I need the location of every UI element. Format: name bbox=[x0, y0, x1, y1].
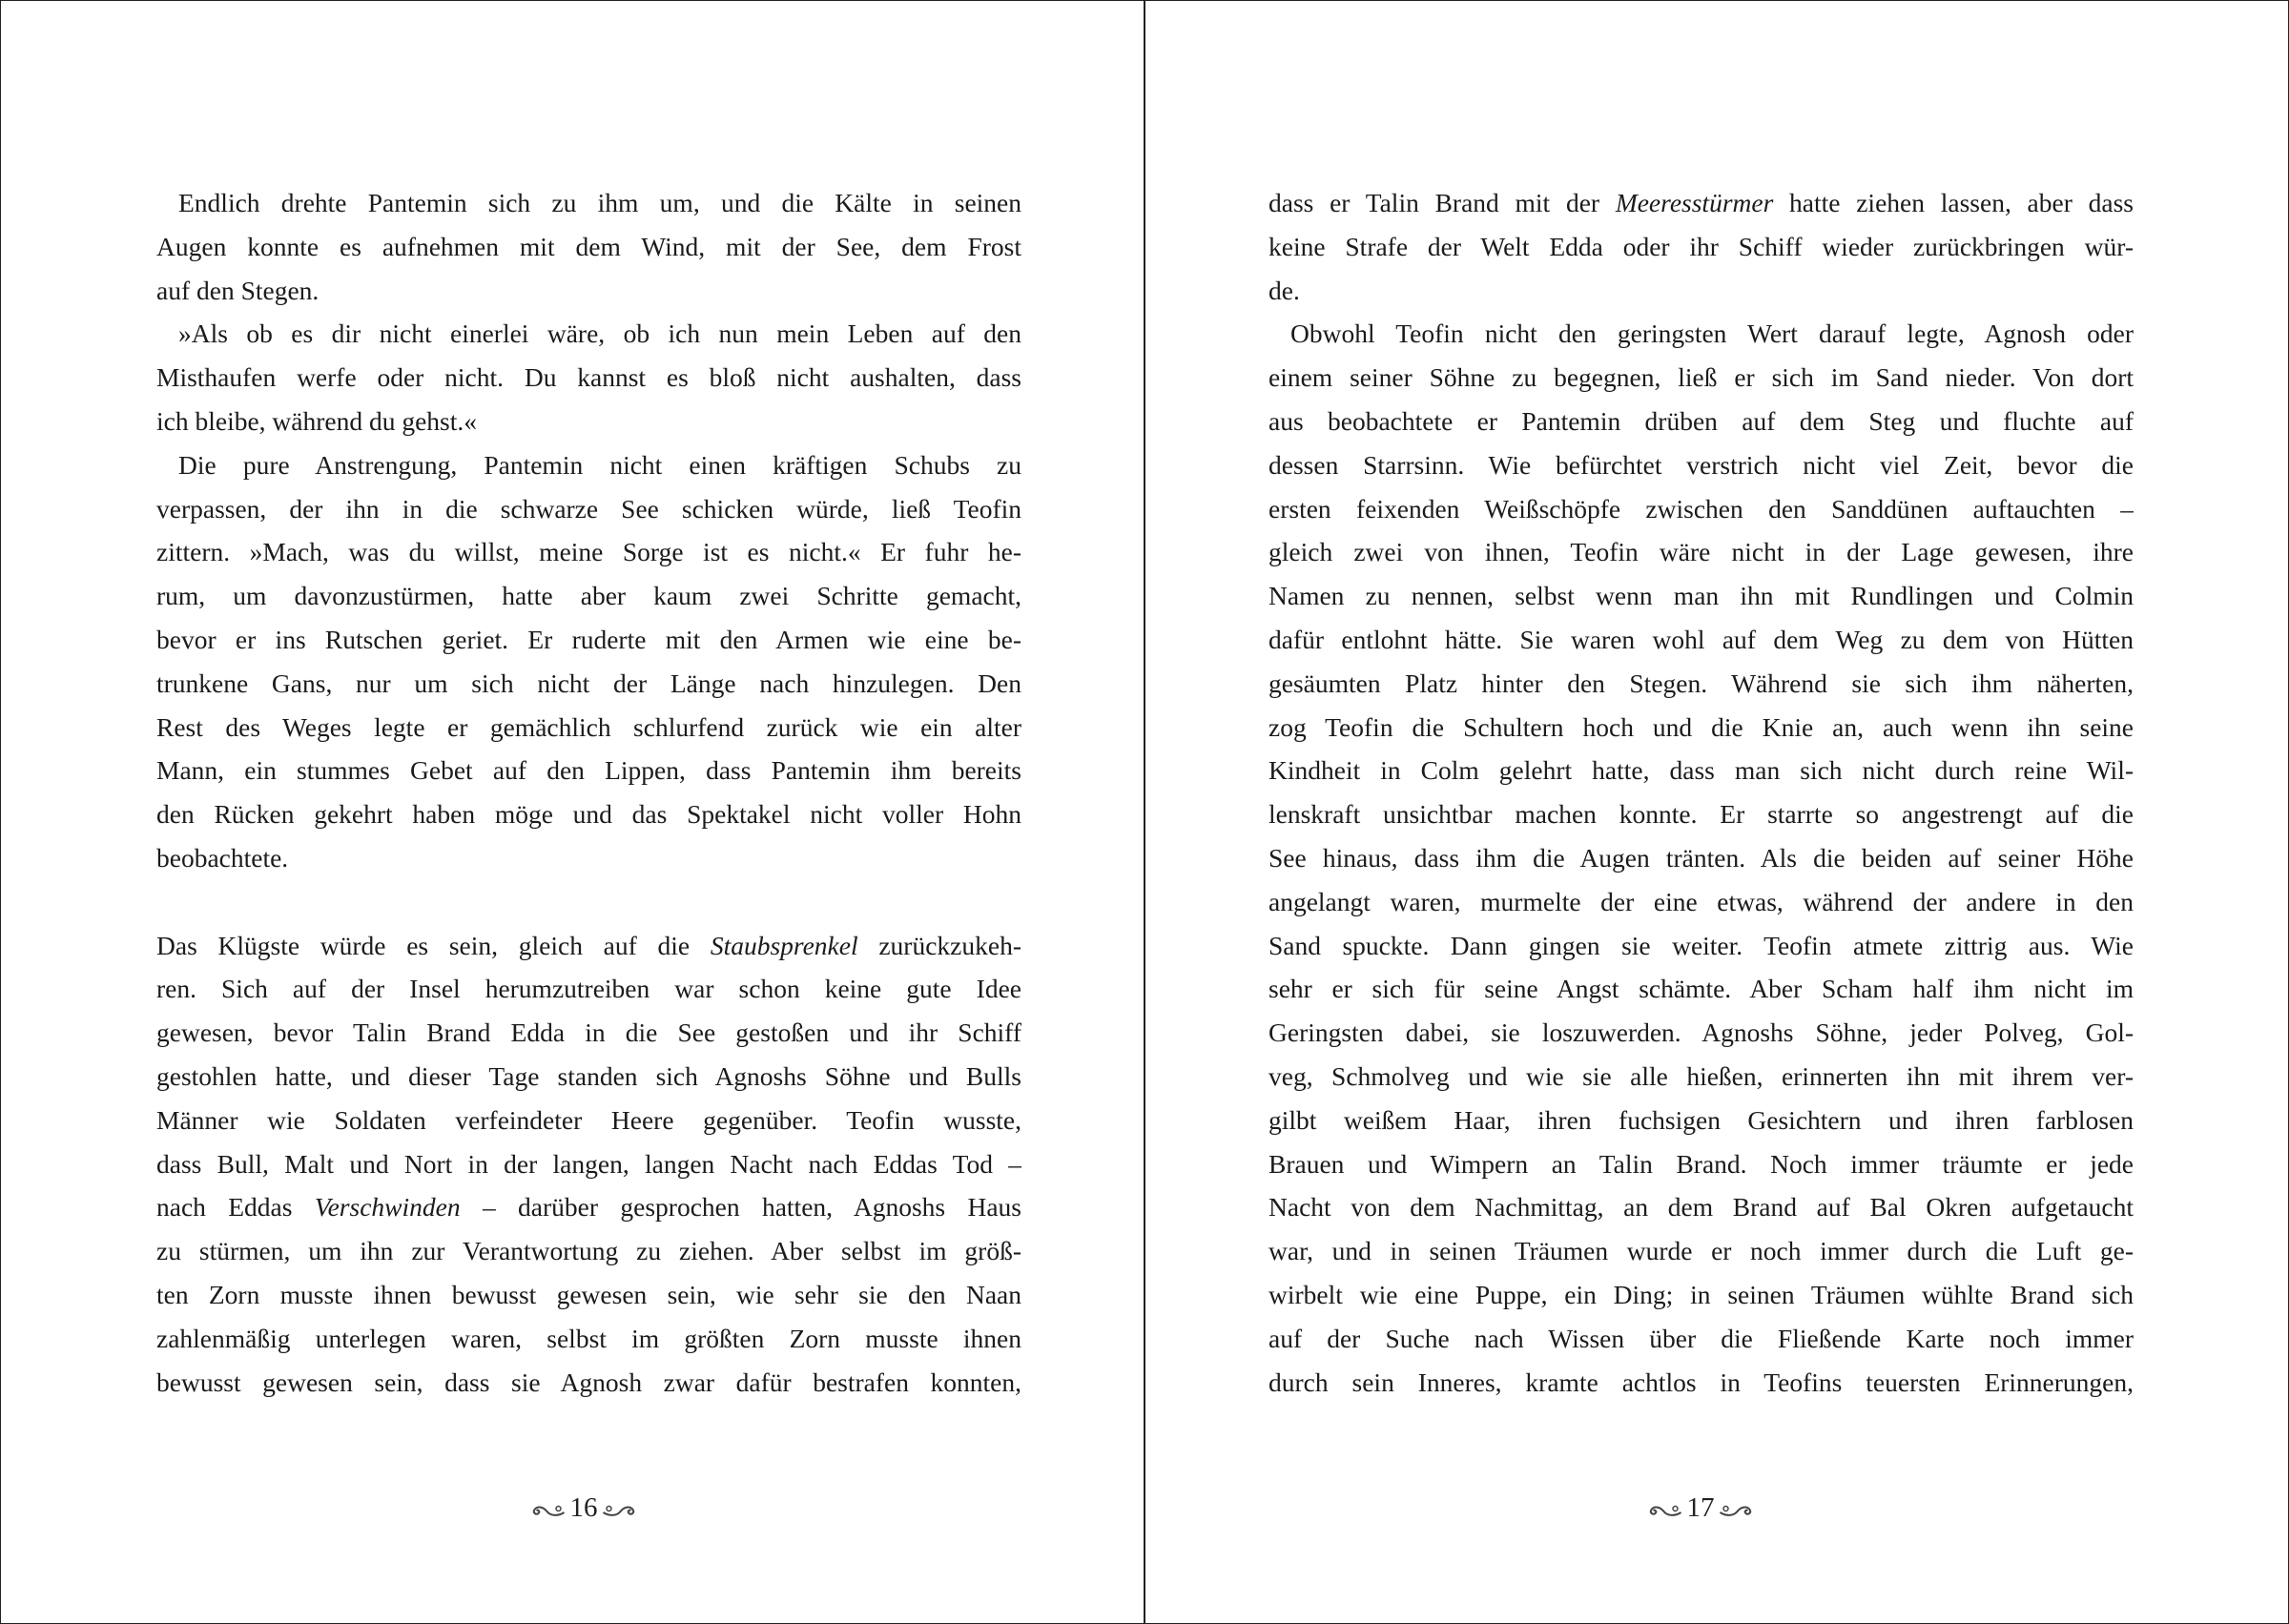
text-run: Nacht von dem Nachmittag, an dem Brand auf Bal Okren aufgetaucht bbox=[1268, 1192, 2134, 1223]
right-page-number bbox=[1647, 1492, 1755, 1524]
text-line bbox=[156, 706, 1021, 750]
text-run: Kindheit in Colm gelehrt hatte, dass man sich nicht durch reine Wil- bbox=[1268, 755, 2134, 786]
text-run: See hinaus, dass ihm die Augen tränten. Als die beiden auf seiner Höhe bbox=[1268, 842, 2134, 873]
text-line bbox=[1268, 356, 2134, 400]
text-line bbox=[156, 312, 1021, 356]
ornament-left-icon bbox=[530, 1498, 567, 1519]
text-run: beobachtete. bbox=[156, 842, 289, 873]
text-line bbox=[1268, 225, 2134, 269]
text-line bbox=[1268, 1317, 2134, 1361]
text-run: den Rücken gekehrt haben möge und das Spektakel nicht voller Hohn bbox=[156, 799, 1021, 830]
text-line bbox=[156, 487, 1021, 531]
text-line bbox=[156, 443, 1021, 487]
text-run: bevor er ins Rutschen geriet. Er ruderte mit den Armen wie eine be- bbox=[156, 624, 1021, 654]
text-run: – darüber gesprochen hatten, Agnoshs Haus bbox=[460, 1192, 1021, 1223]
text-line bbox=[156, 1055, 1021, 1099]
text-run: trunkene Gans, nur um sich nicht der Länge nach hinzulegen. Den bbox=[156, 668, 1021, 698]
text-line bbox=[156, 924, 1021, 968]
text-run: wirbelt wie eine Puppe, ein Ding; in seinen Träumen wühlte Brand sich bbox=[1268, 1279, 2134, 1309]
page-number-text: 17 bbox=[1686, 1492, 1715, 1523]
text-line bbox=[1268, 880, 2134, 924]
page-number-text: 16 bbox=[569, 1492, 598, 1523]
text-line bbox=[1268, 662, 2134, 706]
text-line bbox=[156, 1142, 1021, 1186]
text-line bbox=[1268, 487, 2134, 531]
ornament-left-icon bbox=[1647, 1498, 1683, 1519]
text-line bbox=[1268, 181, 2134, 225]
text-line bbox=[156, 1273, 1021, 1317]
text-line bbox=[156, 1011, 1021, 1055]
text-line bbox=[156, 574, 1021, 618]
text-run: zittern. »Mach, was du willst, meine Sorge ist es nicht.« Er fuhr he- bbox=[156, 537, 1021, 567]
text-run: dessen Starrsinn. Wie befürchtet verstrich nicht viel Zeit, bevor die bbox=[1268, 449, 2134, 480]
text-line bbox=[1268, 530, 2134, 574]
text-line bbox=[1268, 967, 2134, 1011]
text-run: Rest des Weges legte er gemächlich schlurfend zurück wie ein alter bbox=[156, 711, 1021, 742]
text-run: Endlich drehte Pantemin sich zu ihm um, und die Kälte in seinen bbox=[178, 188, 1021, 217]
text-line bbox=[1268, 443, 2134, 487]
text-run: verpassen, der ihn in die schwarze See schicken würde, ließ Teofin bbox=[156, 493, 1021, 524]
text-run: nach Eddas bbox=[156, 1192, 315, 1223]
text-run: gilbt weißem Haar, ihren fuchsigen Gesichtern und ihren farblosen bbox=[1268, 1104, 2134, 1135]
text-line bbox=[156, 1229, 1021, 1273]
text-line bbox=[1268, 1185, 2134, 1229]
text-line bbox=[156, 1317, 1021, 1361]
ornament-right-icon bbox=[602, 1498, 638, 1519]
text-line bbox=[156, 749, 1021, 792]
text-line bbox=[1268, 1273, 2134, 1317]
text-line bbox=[156, 1185, 1021, 1229]
text-run: Männer wie Soldaten verfeindeter Heere gegenüber. Teofin wusste, bbox=[156, 1104, 1021, 1135]
text-run: Mann, ein stummes Gebet auf den Lippen, dass Pantemin ihm bereits bbox=[156, 755, 1021, 786]
text-line bbox=[156, 618, 1021, 662]
page-gutter-divider bbox=[1144, 0, 1145, 1624]
italic-title: Meeresstürmer bbox=[1615, 188, 1774, 217]
text-run: Misthaufen werfe oder nicht. Du kannst es bloß nicht aushalten, dass bbox=[156, 362, 1021, 393]
text-line bbox=[1268, 706, 2134, 750]
text-run: ersten feixenden Weißschöpfe zwischen den Sanddünen auftauchten – bbox=[1268, 493, 2134, 524]
text-line bbox=[1268, 1055, 2134, 1099]
text-run: ten Zorn musste ihnen bewusst gewesen sein, wie sehr sie den Naan bbox=[156, 1279, 1021, 1309]
text-line bbox=[156, 967, 1021, 1011]
text-line bbox=[1268, 574, 2134, 618]
text-run: Namen zu nennen, selbst wenn man ihn mit Rundlingen und Colmin bbox=[1268, 581, 2134, 611]
text-line bbox=[1268, 400, 2134, 443]
text-run: war, und in seinen Träumen wurde er noch immer durch die Luft ge- bbox=[1268, 1236, 2134, 1266]
text-run: rum, um davonzustürmen, hatte aber kaum zwei Schritte gemacht, bbox=[156, 581, 1021, 611]
text-line bbox=[1268, 1099, 2134, 1142]
text-run: sehr er sich für seine Angst schämte. Aber Scham half ihm nicht im bbox=[1268, 974, 2134, 1004]
text-run: Brauen und Wimpern an Talin Brand. Noch immer träumte er jede bbox=[1268, 1148, 2134, 1179]
text-line bbox=[156, 836, 1021, 880]
text-run: veg, Schmolveg und wie sie alle hießen, erinnerten ihn mit ihrem ver- bbox=[1268, 1060, 2134, 1091]
text-line bbox=[156, 1361, 1021, 1405]
ornament-right-icon bbox=[1719, 1498, 1755, 1519]
text-run: zurückzukeh- bbox=[857, 930, 1021, 960]
text-run: »Als ob es dir nicht einerlei wäre, ob ich nun mein Leben auf den bbox=[178, 319, 1021, 349]
text-run: keine Strafe der Welt Edda oder ihr Schiff wieder zurückbringen wür- bbox=[1268, 231, 2134, 261]
text-line bbox=[156, 225, 1021, 269]
text-run: Geringsten dabei, sie loszuwerden. Agnoshs Söhne, jeder Polveg, Gol- bbox=[1268, 1018, 2134, 1048]
text-run: lenskraft unsichtbar machen konnte. Er starrte so angestrengt auf die bbox=[1268, 799, 2134, 830]
text-line bbox=[1268, 924, 2134, 968]
text-run: gewesen, bevor Talin Brand Edda in die See gestoßen und ihr Schiff bbox=[156, 1018, 1021, 1048]
text-line bbox=[1268, 749, 2134, 792]
text-run: gleich zwei von ihnen, Teofin wäre nicht in der Lage gewesen, ihre bbox=[1268, 537, 2134, 567]
text-line bbox=[1268, 1142, 2134, 1186]
text-line bbox=[1268, 1229, 2134, 1273]
text-line bbox=[1268, 1011, 2134, 1055]
text-line bbox=[156, 356, 1021, 400]
text-run: Das Klügste würde es sein, gleich auf die bbox=[156, 930, 711, 960]
text-run: auf den Stegen. bbox=[156, 275, 320, 305]
text-run: zog Teofin die Schultern hoch und die Knie an, auch wenn ihn seine bbox=[1268, 711, 2134, 742]
text-line bbox=[1268, 618, 2134, 662]
text-run: dafür entlohnt hätte. Sie waren wohl auf dem Weg zu dem von Hütten bbox=[1268, 624, 2134, 654]
text-line bbox=[156, 1099, 1021, 1142]
text-run: Obwohl Teofin nicht den geringsten Wert darauf legte, Agnosh oder bbox=[1290, 319, 2134, 349]
text-run: angelangt waren, murmelte der eine etwas, während der andere in den bbox=[1268, 886, 2134, 916]
text-run: Augen konnte es aufnehmen mit dem Wind, mit der See, dem Frost bbox=[156, 231, 1021, 261]
blank-line bbox=[156, 880, 1021, 924]
text-run: zahlenmäßig unterlegen waren, selbst im größten Zorn musste ihnen bbox=[156, 1323, 1021, 1353]
text-run: Die pure Anstrengung, Pantemin nicht einen kräftigen Schubs zu bbox=[178, 449, 1021, 480]
right-page-body bbox=[1268, 181, 2134, 1404]
text-run: gestohlen hatte, und dieser Tage standen sich Agnoshs Söhne und Bulls bbox=[156, 1060, 1021, 1091]
text-run: gesäumten Platz hinter den Stegen. Während sie sich ihm näherten, bbox=[1268, 668, 2134, 698]
text-run: durch sein Inneres, kramte achtlos in Teofins teuersten Erinnerungen, bbox=[1268, 1367, 2134, 1397]
text-run: hatte ziehen lassen, aber dass bbox=[1773, 188, 2134, 217]
text-run: aus beobachtete er Pantemin drüben auf dem Steg und fluchte auf bbox=[1268, 405, 2134, 436]
text-line bbox=[1268, 312, 2134, 356]
text-run: dass er Talin Brand mit der bbox=[1268, 188, 1616, 217]
italic-title: Staubsprenkel bbox=[710, 930, 858, 960]
text-line bbox=[1268, 1361, 2134, 1405]
text-run: ich bleibe, während du gehst.« bbox=[156, 405, 478, 436]
text-line bbox=[1268, 836, 2134, 880]
text-run: auf der Suche nach Wissen über die Fließende Karte noch immer bbox=[1268, 1323, 2134, 1353]
text-line bbox=[156, 181, 1021, 225]
text-run: dass Bull, Malt und Nort in der langen, langen Nacht nach Eddas Tod – bbox=[156, 1148, 1021, 1179]
text-line bbox=[156, 530, 1021, 574]
text-line bbox=[1268, 269, 2134, 313]
text-run: zu stürmen, um ihn zur Verantwortung zu ziehen. Aber selbst im größ- bbox=[156, 1236, 1021, 1266]
text-line bbox=[156, 792, 1021, 836]
italic-title: Verschwinden bbox=[314, 1192, 461, 1223]
left-page-number bbox=[530, 1492, 638, 1524]
text-run: einem seiner Söhne zu begegnen, ließ er sich im Sand nieder. Von dort bbox=[1268, 362, 2134, 393]
text-line bbox=[156, 269, 1021, 313]
text-run: de. bbox=[1268, 275, 1300, 305]
text-run: ren. Sich auf der Insel herumzutreiben war schon keine gute Idee bbox=[156, 974, 1021, 1004]
text-run: Sand spuckte. Dann gingen sie weiter. Teofin atmete zittrig aus. Wie bbox=[1268, 930, 2134, 960]
text-line bbox=[156, 400, 1021, 443]
text-line bbox=[1268, 792, 2134, 836]
text-run: bewusst gewesen sein, dass sie Agnosh zwar dafür bestrafen konnten, bbox=[156, 1367, 1021, 1397]
text-line bbox=[156, 662, 1021, 706]
left-page-body bbox=[156, 181, 1021, 1404]
